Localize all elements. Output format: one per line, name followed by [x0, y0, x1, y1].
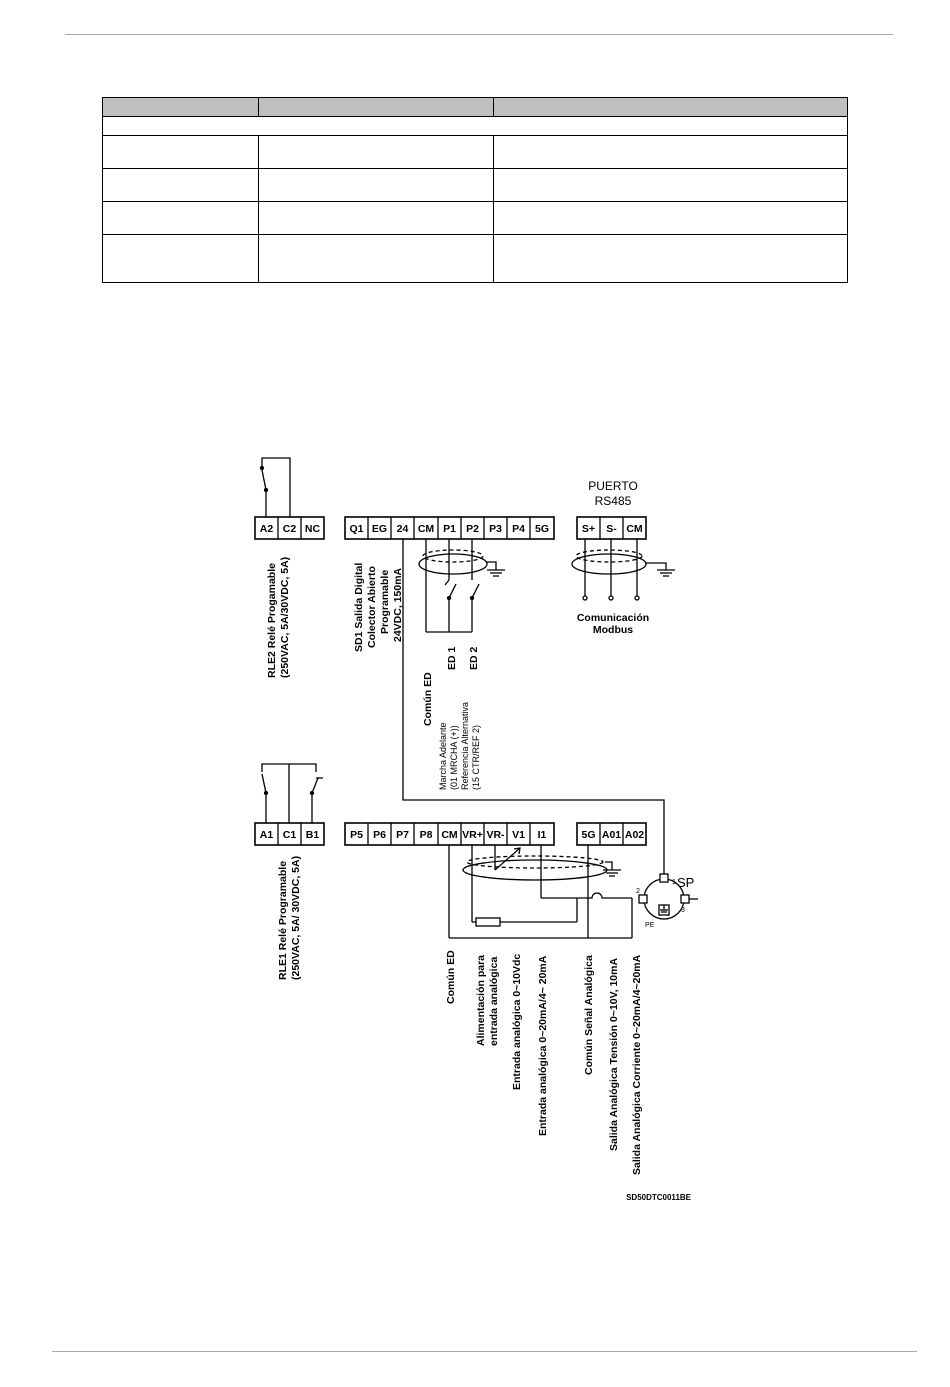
svg-text:Alimentación para: Alimentación para [475, 954, 487, 1046]
figure-code: SD50DTC0011BE [626, 1193, 691, 1202]
relay1-label [277, 856, 302, 980]
svg-text:Común ED: Común ED [445, 950, 457, 1004]
svg-text:Marcha Adelante: Marcha Adelante [438, 722, 448, 790]
svg-text:RLE2 Relé Progamable: RLE2 Relé Progamable [266, 563, 278, 678]
terminal-label: P5 [350, 829, 363, 841]
bottom-terminal-block [345, 823, 554, 845]
svg-text:2: 2 [636, 888, 640, 895]
bottom-label-i-in [537, 955, 549, 1136]
svg-text:Modbus: Modbus [592, 624, 634, 636]
svg-text:Programable: Programable [379, 569, 391, 634]
terminal-label: A1 [259, 829, 274, 841]
terminal-label: EG [371, 523, 388, 535]
svg-text:PE: PE [645, 922, 655, 929]
terminal-label: I1 [537, 829, 547, 841]
bottom-label-alimentacion [475, 955, 500, 1046]
svg-text:SD1 Salida Digital: SD1 Salida Digital [353, 562, 365, 652]
rs485-comm-label [577, 612, 649, 636]
terminal-label: C1 [282, 829, 297, 841]
terminal-label: VR+ [462, 829, 483, 841]
analog-out-terminal-block [577, 823, 646, 845]
bottom-label-comun-ed [445, 950, 457, 1004]
svg-text:(250VAC, 5A/ 30VDC, 5A): (250VAC, 5A/ 30VDC, 5A) [290, 855, 302, 980]
terminal-label: V1 [512, 829, 525, 841]
svg-text:(01 MRCHA (+)): (01 MRCHA (+)) [449, 725, 459, 790]
bottom-label-i-out [631, 954, 643, 1175]
terminal-label: P6 [373, 829, 386, 841]
svg-text:(15 CTR/REF 2): (15 CTR/REF 2) [471, 724, 481, 790]
bottom-label-v-out [608, 958, 620, 1151]
svg-text:Común ED: Común ED [422, 672, 434, 726]
relay1-terminal-block [255, 823, 324, 845]
input-comun-label [422, 672, 434, 726]
terminal-label: B1 [305, 829, 320, 841]
relay2-contact [261, 458, 291, 517]
svg-text:Colector Abierto: Colector Abierto [366, 566, 378, 648]
terminal-label: C2 [282, 523, 297, 535]
terminal-label: CM [626, 523, 643, 535]
terminal-label: P2 [466, 523, 479, 535]
svg-text:ED 2: ED 2 [468, 646, 480, 670]
terminal-label: A01 [601, 829, 622, 841]
terminal-label: 24 [396, 523, 409, 535]
terminal-label: P7 [396, 829, 409, 841]
terminal-label: P4 [512, 523, 525, 535]
svg-text:Común Señal Analógica: Común Señal Analógica [583, 955, 595, 1075]
terminal-label: S- [606, 523, 617, 535]
rs485-wiring [572, 539, 675, 600]
digital-input-wiring [419, 539, 505, 632]
terminal-label: P8 [419, 829, 433, 841]
bottom-label-v-in [511, 954, 523, 1090]
svg-text:Entrada analógica 0~10Vdc: Entrada analógica 0~10Vdc [511, 953, 523, 1090]
terminal-label: 5G [581, 829, 596, 841]
terminal-label: S+ [581, 523, 596, 535]
relay1-contact [262, 764, 323, 823]
svg-text:24VDC, 150mA: 24VDC, 150mA [392, 567, 404, 642]
input-ed2-label [468, 646, 480, 670]
top-terminal-block [345, 517, 554, 539]
svg-text:entrada analógica: entrada analógica [488, 956, 500, 1046]
relay2-label [266, 557, 291, 678]
terminal-label: A02 [624, 829, 645, 841]
terminal-label: VR- [486, 829, 505, 841]
terminal-label: P1 [443, 523, 456, 535]
terminal-label: P3 [489, 523, 502, 535]
svg-text:RS485: RS485 [594, 494, 632, 508]
rs485-title [588, 479, 638, 508]
svg-text:SP: SP [677, 875, 695, 890]
svg-text:Entrada analógica 0~20mA/4~ 2: Entrada analógica 0~20mA/4~ 20mA [537, 955, 549, 1136]
sp-connector [636, 874, 698, 929]
terminal-label: CM [441, 829, 458, 841]
sd1-wire [403, 539, 664, 876]
input-notes [438, 702, 481, 790]
sd1-label [353, 563, 404, 652]
analog-wiring [449, 845, 632, 938]
svg-text:Comunicación: Comunicación [576, 612, 650, 624]
footer-rule [52, 1351, 917, 1352]
svg-text:ED 1: ED 1 [446, 646, 458, 670]
terminal-label: 5G [534, 523, 550, 535]
terminal-label: NC [304, 523, 321, 535]
terminal-label: CM [417, 523, 435, 535]
svg-text:Referencia Alternativa: Referencia Alternativa [460, 701, 470, 790]
svg-text:Salida Analógica Tensión 0~10V: Salida Analógica Tensión 0~10V, 10mA [608, 957, 620, 1151]
bottom-label-comun-sa [583, 955, 595, 1075]
svg-text:1: 1 [672, 879, 676, 886]
input-ed1-label [446, 646, 458, 670]
terminal-label: A2 [259, 523, 274, 535]
terminal-label: Q1 [349, 523, 364, 535]
svg-text:RLE1 Relé Programable: RLE1 Relé Programable [277, 860, 289, 980]
svg-text:Salida Analógica Corriente 0~2: Salida Analógica Corriente 0~20mA/4~20mA [631, 954, 643, 1175]
relay2-terminal-block [255, 517, 324, 539]
svg-text:PUERTO: PUERTO [588, 479, 638, 493]
svg-text:(250VAC, 5A/30VDC, 5A): (250VAC, 5A/30VDC, 5A) [279, 556, 291, 678]
svg-text:3: 3 [681, 907, 685, 914]
rs485-terminal-block [577, 517, 646, 539]
